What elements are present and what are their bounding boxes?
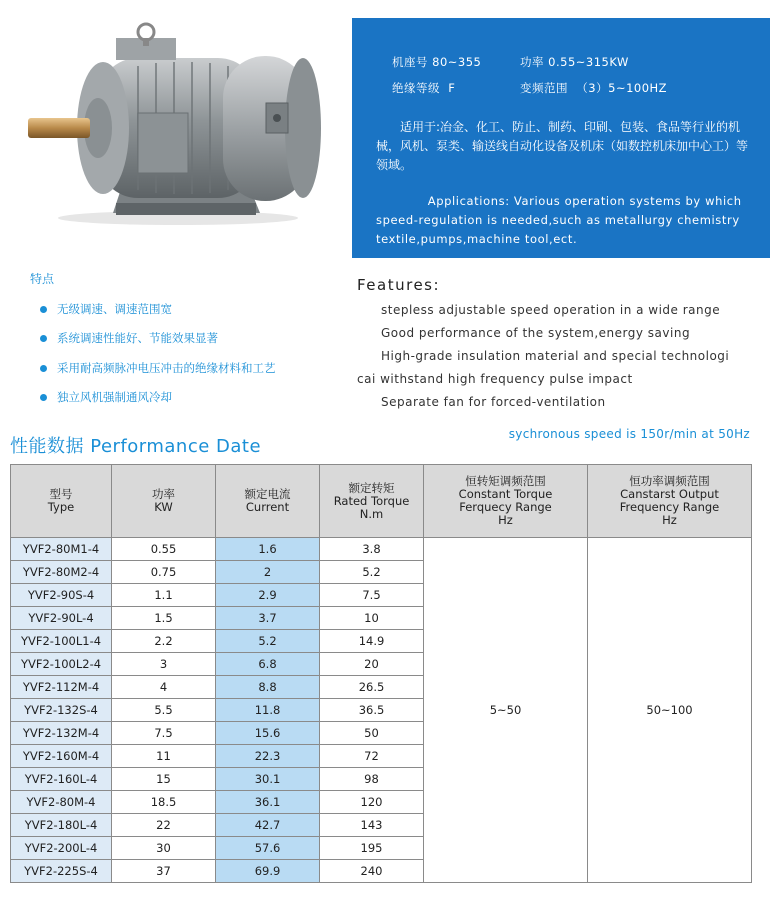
column-header-line: 型号 xyxy=(49,487,73,501)
table-cell: 3 xyxy=(112,653,216,676)
table-cell: YVF2-80M2-4 xyxy=(11,561,112,584)
synchronous-speed-note: sychronous speed is 150r/min at 50Hz xyxy=(508,427,750,441)
table-cell: 2.2 xyxy=(112,630,216,653)
table-cell: 22.3 xyxy=(216,745,320,768)
spec-frame-size: 机座号 80~355 xyxy=(392,55,482,69)
table-cell: YVF2-90L-4 xyxy=(11,607,112,630)
applications-cn: 适用于:冶金、化工、防止、制药、印刷、包装、食品等行业的机械，风机、泵类、输送线自动化设备及机床（如数控机床加中心工）等领域。 xyxy=(376,120,749,172)
table-cell: 143 xyxy=(320,814,424,837)
bullet-icon xyxy=(40,335,47,342)
spec-power: 功率 0.55~315KW xyxy=(520,55,629,69)
column-header-line: Ferquecy Range xyxy=(459,500,552,514)
table-cell: 5.2 xyxy=(216,630,320,653)
table-cell: 15.6 xyxy=(216,722,320,745)
column-header xyxy=(11,465,112,538)
bullet-icon xyxy=(40,365,47,372)
table-cell: 0.55 xyxy=(112,538,216,561)
bullet-icon xyxy=(40,394,47,401)
table-cell: YVF2-200L-4 xyxy=(11,837,112,860)
table-cell: YVF2-132M-4 xyxy=(11,722,112,745)
table-cell: 98 xyxy=(320,768,424,791)
table-cell: YVF2-132S-4 xyxy=(11,699,112,722)
table-cell: 57.6 xyxy=(216,837,320,860)
table-cell: 5.5 xyxy=(112,699,216,722)
table-cell: 42.7 xyxy=(216,814,320,837)
table-cell: YVF2-112M-4 xyxy=(11,676,112,699)
table-cell: 1.1 xyxy=(112,584,216,607)
table-cell: 36.5 xyxy=(320,699,424,722)
table-cell: 20 xyxy=(320,653,424,676)
table-cell: 30.1 xyxy=(216,768,320,791)
column-header-line: Constant Torque xyxy=(458,487,553,501)
table-cell: 4 xyxy=(112,676,216,699)
table-cell: 37 xyxy=(112,860,216,883)
table-cell: 195 xyxy=(320,837,424,860)
column-header-line: 额定电流 xyxy=(244,487,291,501)
table-cell: 7.5 xyxy=(112,722,216,745)
column-header-line: N.m xyxy=(359,506,384,521)
table-cell: YVF2-100L2-4 xyxy=(11,653,112,676)
table-cell: 15 xyxy=(112,768,216,791)
table-cell: 120 xyxy=(320,791,424,814)
column-header-line: 功率 xyxy=(152,487,175,501)
constant-torque-range-cell: 5~50 xyxy=(424,538,588,883)
column-header-line: Canstarst Output xyxy=(620,487,719,501)
cn-feature-item: 无级调速、调速范围宽 xyxy=(40,301,172,317)
column-header-line: 恒功率调频范围 xyxy=(629,474,710,488)
table-cell: 3.7 xyxy=(216,607,320,630)
column-header-line: Current xyxy=(245,500,290,514)
table-cell: 240 xyxy=(320,860,424,883)
table-cell: YVF2-90S-4 xyxy=(11,584,112,607)
spec-insulation: 绝缘等级 F xyxy=(392,81,456,95)
column-header xyxy=(424,465,588,538)
bullet-icon xyxy=(40,306,47,313)
motor-image xyxy=(28,18,328,230)
table-cell: 1.6 xyxy=(216,538,320,561)
table-cell: 11 xyxy=(112,745,216,768)
column-header-line: 额定转矩 xyxy=(348,480,395,495)
column-header-line: KW xyxy=(154,500,173,514)
table-cell: 72 xyxy=(320,745,424,768)
column-header xyxy=(216,465,320,538)
table-cell: 18.5 xyxy=(112,791,216,814)
table-cell: YVF2-160L-4 xyxy=(11,768,112,791)
features-cn-title: 特点 xyxy=(30,272,55,286)
table-cell: 22 xyxy=(112,814,216,837)
column-header xyxy=(588,465,752,538)
constant-power-range-cell: 50~100 xyxy=(588,538,752,883)
features-en-title: Features: xyxy=(357,276,441,294)
table-cell: 69.9 xyxy=(216,860,320,883)
column-header-line: Type xyxy=(47,500,75,514)
table-cell: 50 xyxy=(320,722,424,745)
en-feature-item: cai withstand high frequency pulse impact xyxy=(357,372,633,386)
cn-feature-item: 独立风机强制通风冷却 xyxy=(40,389,172,405)
applications-en: Applications: Various operation systems by which speed-regulation is needed,such as metallurgy chemistry textile,pumps,machine tool,ect. xyxy=(376,194,742,246)
table-cell: 7.5 xyxy=(320,584,424,607)
table-cell: YVF2-80M1-4 xyxy=(11,538,112,561)
table-cell: 11.8 xyxy=(216,699,320,722)
table-cell: YVF2-100L1-4 xyxy=(11,630,112,653)
cn-feature-item: 采用耐高频脉冲电压冲击的绝缘材料和工艺 xyxy=(40,360,276,376)
table-header-row xyxy=(11,465,752,538)
column-header-line: Hz xyxy=(498,513,513,527)
column-header-line: 恒转矩调频范围 xyxy=(465,474,546,488)
table-cell: YVF2-225S-4 xyxy=(11,860,112,883)
table-cell: 10 xyxy=(320,607,424,630)
spec-frequency-range: 变频范围 （3）5~100HZ xyxy=(520,81,668,95)
en-feature-item: High-grade insulation material and special technologi xyxy=(381,349,730,363)
column-header xyxy=(320,465,424,538)
en-feature-item: Separate fan for forced-ventilation xyxy=(381,395,606,409)
table-cell: 26.5 xyxy=(320,676,424,699)
table-cell: 5.2 xyxy=(320,561,424,584)
en-feature-item: Good performance of the system,energy saving xyxy=(381,326,691,340)
table-cell: YVF2-180L-4 xyxy=(11,814,112,837)
cn-feature-item: 系统调速性能好、节能效果显著 xyxy=(40,330,218,346)
table-row xyxy=(11,538,752,561)
table-cell: 6.8 xyxy=(216,653,320,676)
table-cell: 0.75 xyxy=(112,561,216,584)
table-cell: YVF2-80M-4 xyxy=(11,791,112,814)
en-feature-item: stepless adjustable speed operation in a wide range xyxy=(381,303,721,317)
table-cell: 30 xyxy=(112,837,216,860)
table-cell: 8.8 xyxy=(216,676,320,699)
column-header-line: Hz xyxy=(662,513,677,527)
performance-table xyxy=(10,464,752,883)
table-cell: 2.9 xyxy=(216,584,320,607)
table-cell: 36.1 xyxy=(216,791,320,814)
table-cell: YVF2-160M-4 xyxy=(11,745,112,768)
table-cell: 1.5 xyxy=(112,607,216,630)
column-header-line: Frequency Range xyxy=(619,500,720,514)
spec-panel xyxy=(352,18,770,258)
table-cell: 14.9 xyxy=(320,630,424,653)
column-header xyxy=(112,465,216,538)
table-cell: 3.8 xyxy=(320,538,424,561)
performance-title: 性能数据 Performance Date xyxy=(10,436,262,457)
table-cell: 2 xyxy=(216,561,320,584)
column-header-line: Rated Torque xyxy=(333,493,410,508)
